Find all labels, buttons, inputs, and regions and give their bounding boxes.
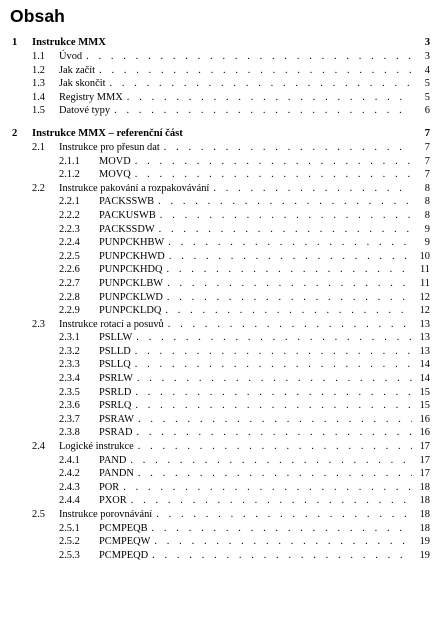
dot-leader bbox=[131, 358, 412, 372]
dot-leader bbox=[126, 454, 412, 468]
toc-entry-page-number: 13 bbox=[419, 345, 430, 357]
toc-entry-page-number: 13 bbox=[419, 332, 430, 344]
toc-entry-number: 2.2.4 bbox=[59, 237, 80, 249]
dot-leader bbox=[154, 195, 412, 209]
toc-entry-page-number: 7 bbox=[424, 155, 430, 167]
toc-section-entry[interactable] bbox=[12, 440, 430, 454]
toc-entry-page-number: 3 bbox=[424, 51, 430, 62]
toc-entry-number: 1.1 bbox=[32, 51, 45, 62]
toc-subsection-entry[interactable] bbox=[12, 454, 430, 468]
toc-entry-page-number: 14 bbox=[419, 359, 430, 371]
toc-entry-number: 2.4.3 bbox=[59, 481, 80, 493]
toc-subsection-entry[interactable] bbox=[12, 399, 430, 413]
dot-leader bbox=[152, 508, 412, 522]
toc-subsection-entry[interactable] bbox=[12, 277, 430, 291]
toc-entry-number: 2.2 bbox=[32, 182, 45, 194]
toc-entry-page-number: 18 bbox=[419, 495, 430, 507]
toc-entry-page-number: 5 bbox=[424, 91, 430, 103]
toc-entry-title: PUNPCKLDQ bbox=[99, 305, 162, 317]
toc-subsection-entry[interactable] bbox=[12, 467, 430, 481]
toc-subsection-entry[interactable] bbox=[12, 372, 430, 386]
toc-entry-page-number: 4 bbox=[424, 64, 430, 76]
toc-entry-page-number: 6 bbox=[424, 105, 430, 117]
toc-entry-title: PSRAD bbox=[99, 427, 133, 439]
dot-leader bbox=[134, 440, 412, 454]
toc-entry-title: PACKSSDW bbox=[99, 223, 155, 235]
toc-entry-number: 2.5.2 bbox=[59, 536, 80, 548]
toc-entry-title: Instrukce MMX – referenční část bbox=[32, 127, 183, 139]
toc-entry-number: 2.2.9 bbox=[59, 305, 80, 317]
toc-subsection-entry[interactable] bbox=[12, 331, 430, 345]
toc-section-entry[interactable] bbox=[12, 508, 430, 522]
dot-leader bbox=[164, 318, 412, 332]
toc-entry-page-number: 19 bbox=[419, 549, 430, 561]
toc-entry-title: PANDN bbox=[99, 468, 134, 480]
toc-entry-page-number: 12 bbox=[419, 291, 430, 303]
toc-subsection-entry[interactable] bbox=[12, 413, 430, 427]
toc-entry-number: 1.4 bbox=[32, 91, 45, 103]
toc-entry-page-number: 10 bbox=[419, 250, 430, 262]
toc-entry-page-number: 12 bbox=[419, 305, 430, 317]
toc-entry-page-number: 7 bbox=[424, 127, 430, 139]
toc-entry-number: 2.4.1 bbox=[59, 454, 80, 466]
dot-leader bbox=[134, 467, 412, 481]
dot-leader bbox=[150, 535, 412, 549]
toc-entry-title: Datové typy bbox=[59, 105, 111, 117]
dot-leader bbox=[110, 104, 412, 118]
toc-entry-page-number: 17 bbox=[419, 441, 430, 453]
toc-entry-page-number: 18 bbox=[419, 522, 430, 534]
toc-section-entry[interactable] bbox=[12, 77, 430, 91]
toc-entry-number: 2.3.4 bbox=[59, 373, 80, 385]
dot-leader bbox=[82, 50, 412, 64]
toc-entry-page-number: 3 bbox=[424, 37, 430, 48]
dot-leader bbox=[133, 372, 412, 386]
toc-section-entry[interactable] bbox=[12, 64, 430, 78]
toc-section-entry[interactable] bbox=[12, 141, 430, 155]
toc-entry-title: POR bbox=[99, 481, 120, 493]
toc-subsection-entry[interactable] bbox=[12, 426, 430, 440]
toc-subsection-entry[interactable] bbox=[12, 549, 430, 563]
toc-subsection-entry[interactable] bbox=[12, 481, 430, 495]
toc-entry-number: 2.2.1 bbox=[59, 196, 80, 208]
dot-leader bbox=[161, 304, 412, 318]
dot-leader bbox=[148, 522, 412, 536]
toc-entry-number: 2.5.1 bbox=[59, 522, 80, 534]
toc-entry-title: PUNPCKHBW bbox=[99, 237, 165, 249]
dot-leader bbox=[131, 386, 412, 400]
toc-entry-page-number: 17 bbox=[419, 468, 430, 480]
toc-entry-page-number: 15 bbox=[419, 386, 430, 398]
toc-entry-title: PCMPEQB bbox=[99, 522, 148, 534]
toc-entry-title: PSLLQ bbox=[99, 359, 131, 371]
toc-entry-title: MOVQ bbox=[99, 169, 131, 181]
toc-entry-number: 2.1 bbox=[32, 141, 45, 153]
toc-entry-number: 2.3 bbox=[32, 318, 45, 330]
dot-leader bbox=[131, 155, 412, 169]
toc-entry-page-number: 15 bbox=[419, 400, 430, 412]
toc-section-entry[interactable] bbox=[12, 91, 430, 105]
dot-leader bbox=[132, 331, 412, 345]
toc-entry-number: 2.1.1 bbox=[59, 155, 80, 167]
dot-leader bbox=[127, 494, 412, 508]
toc-entry-title: PAND bbox=[99, 454, 127, 466]
toc-subsection-entry[interactable] bbox=[12, 263, 430, 277]
toc-entry-page-number: 8 bbox=[424, 182, 430, 194]
toc-subsection-entry[interactable] bbox=[12, 155, 430, 169]
toc-chapter-entry[interactable] bbox=[12, 36, 430, 50]
toc-entry-number: 2.4.4 bbox=[59, 495, 80, 507]
toc-entry-page-number: 13 bbox=[419, 318, 430, 330]
toc-entry-page-number: 11 bbox=[419, 277, 430, 289]
toc-entry-title: PSRLQ bbox=[99, 400, 132, 412]
toc-entry-number: 2.5 bbox=[32, 509, 45, 520]
toc-entry-title: Registry MMX bbox=[59, 91, 123, 103]
toc-subsection-entry[interactable] bbox=[12, 345, 430, 359]
toc-entry-number: 2.3.8 bbox=[59, 427, 80, 439]
toc-entry-number: 2.3.1 bbox=[59, 332, 80, 344]
toc-heading: Obsah bbox=[10, 6, 65, 26]
dot-leader bbox=[209, 182, 412, 196]
toc-chapter bbox=[12, 36, 430, 118]
toc-entry-number: 2.3.6 bbox=[59, 400, 80, 412]
toc-entry-number: 2.1.2 bbox=[59, 169, 80, 181]
toc-entry-title: Instrukce rotací a posuvů bbox=[59, 318, 164, 330]
dot-leader bbox=[155, 223, 412, 237]
toc-subsection-entry[interactable] bbox=[12, 304, 430, 318]
toc-subsection-entry[interactable] bbox=[12, 535, 430, 549]
toc-entry-page-number: 18 bbox=[419, 509, 430, 520]
toc-entry-title: Jak skončit bbox=[59, 78, 106, 90]
toc-entry-title: Instrukce porovnávání bbox=[59, 509, 153, 520]
dot-leader bbox=[160, 141, 412, 155]
dot-leader bbox=[163, 291, 412, 305]
dot-leader bbox=[123, 91, 412, 105]
toc-entry-number: 2.2.3 bbox=[59, 223, 80, 235]
toc-subsection-entry[interactable] bbox=[12, 386, 430, 400]
toc-entry-title: PUNPCKLWD bbox=[99, 291, 163, 303]
toc-entry-number: 2.2.8 bbox=[59, 291, 80, 303]
toc-subsection-entry[interactable] bbox=[12, 522, 430, 536]
toc-entry-title: PSRAW bbox=[99, 413, 134, 425]
toc-section-entry[interactable] bbox=[12, 182, 430, 196]
dot-leader bbox=[164, 236, 412, 250]
toc-subsection-entry[interactable] bbox=[12, 236, 430, 250]
toc-entry-number: 2.3.5 bbox=[59, 386, 80, 398]
toc-entry-title: PCMPEQW bbox=[99, 536, 151, 548]
toc-entry-number: 2.5.3 bbox=[59, 549, 80, 561]
dot-leader bbox=[163, 277, 412, 291]
toc-entry-number: 1.3 bbox=[32, 78, 45, 90]
toc-entry-page-number: 7 bbox=[424, 169, 430, 181]
toc-entry-number: 2.4.2 bbox=[59, 468, 80, 480]
toc-entry-page-number: 19 bbox=[419, 536, 430, 548]
toc-entry-number: 1.5 bbox=[32, 105, 45, 117]
toc-entry-title: Instrukce pro přesun dat bbox=[59, 141, 160, 153]
toc-entry-page-number: 8 bbox=[424, 209, 430, 221]
toc-entry-title: PUNPCKLBW bbox=[99, 277, 164, 289]
dot-leader bbox=[165, 250, 412, 264]
toc-entry-page-number: 8 bbox=[424, 196, 430, 208]
toc-chapter bbox=[12, 127, 430, 562]
toc-entry-number: 1.2 bbox=[32, 64, 45, 76]
toc-entry-number: 2.3.3 bbox=[59, 359, 80, 371]
toc-entry-number: 2.3.7 bbox=[59, 413, 80, 425]
toc-entry-title: PSLLD bbox=[99, 345, 131, 357]
toc-entry-page-number: 18 bbox=[419, 481, 430, 493]
toc-entry-number: 2.2.2 bbox=[59, 209, 80, 221]
toc-entry-page-number: 16 bbox=[419, 413, 430, 425]
toc-entry-title: PACKSSWB bbox=[99, 196, 155, 208]
toc-entry-title: PCMPEQD bbox=[99, 549, 149, 561]
toc-section-entry[interactable] bbox=[12, 318, 430, 332]
toc-entry-title: Instrukce pakování a rozpakovávání bbox=[59, 182, 210, 194]
toc-entry-page-number: 16 bbox=[419, 427, 430, 439]
toc-entry-title: PXOR bbox=[99, 495, 127, 507]
toc-entry-page-number: 11 bbox=[419, 264, 430, 276]
toc-entry-title: Logické instrukce bbox=[59, 441, 134, 453]
toc-subsection-entry[interactable] bbox=[12, 209, 430, 223]
toc-entry-title: PUNPCKHDQ bbox=[99, 264, 163, 276]
toc-entry-title: PACKUSWB bbox=[99, 209, 156, 221]
toc-entry-number: 2.2.6 bbox=[59, 264, 80, 276]
toc-subsection-entry[interactable] bbox=[12, 494, 430, 508]
toc-subsection-entry[interactable] bbox=[12, 168, 430, 182]
toc-entry-title: Instrukce MMX bbox=[32, 37, 106, 48]
toc-entry-page-number: 9 bbox=[424, 237, 430, 249]
toc-entry-title: PSRLW bbox=[99, 373, 133, 385]
table-of-contents bbox=[12, 36, 430, 571]
toc-subsection-entry[interactable] bbox=[12, 250, 430, 264]
toc-entry-number: 2.2.7 bbox=[59, 277, 80, 289]
dot-leader bbox=[148, 549, 412, 563]
toc-entry-title: PSRLD bbox=[99, 386, 132, 398]
toc-entry-page-number: 14 bbox=[419, 373, 430, 385]
toc-subsection-entry[interactable] bbox=[12, 358, 430, 372]
dot-leader bbox=[156, 209, 412, 223]
toc-entry-number: 2.2.5 bbox=[59, 250, 80, 262]
toc-entry-title: PUNPCKHWD bbox=[99, 250, 165, 262]
toc-entry-title: Jak začít bbox=[59, 64, 96, 76]
toc-subsection-entry[interactable] bbox=[12, 195, 430, 209]
toc-entry-page-number: 5 bbox=[424, 78, 430, 90]
toc-entry-page-number: 9 bbox=[424, 223, 430, 235]
toc-entry-title: Úvod bbox=[59, 51, 83, 62]
dot-leader bbox=[95, 64, 412, 78]
toc-entry-page-number: 7 bbox=[424, 141, 430, 153]
dot-leader bbox=[131, 399, 412, 413]
toc-entry-title: PSLLW bbox=[99, 332, 133, 344]
dot-leader bbox=[133, 426, 413, 440]
toc-subsection-entry[interactable] bbox=[12, 291, 430, 305]
dot-leader bbox=[105, 77, 412, 91]
toc-entry-title: MOVD bbox=[99, 155, 131, 167]
toc-entry-page-number: 17 bbox=[419, 454, 430, 466]
dot-leader bbox=[131, 168, 412, 182]
toc-chapter-entry[interactable] bbox=[12, 127, 430, 141]
dot-leader bbox=[119, 481, 412, 495]
toc-entry-number: 2 bbox=[12, 127, 18, 139]
toc-section-entry[interactable] bbox=[12, 104, 430, 118]
dot-leader bbox=[131, 345, 412, 359]
toc-subsection-entry[interactable] bbox=[12, 223, 430, 237]
dot-leader bbox=[163, 263, 412, 277]
dot-leader bbox=[134, 413, 412, 427]
toc-entry-number: 2.4 bbox=[32, 441, 45, 453]
toc-section-entry[interactable] bbox=[12, 50, 430, 64]
toc-entry-number: 2.3.2 bbox=[59, 345, 80, 357]
toc-entry-number: 1 bbox=[12, 37, 18, 48]
